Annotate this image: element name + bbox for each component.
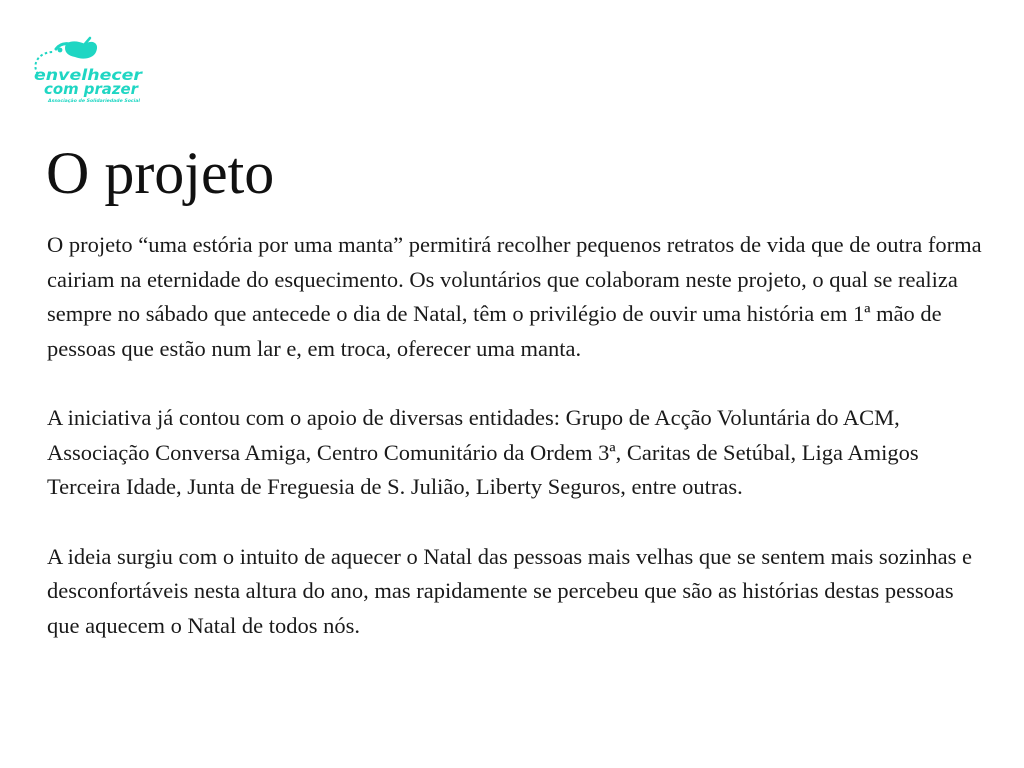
organization-logo bbox=[30, 36, 150, 108]
logo-line1: envelhecer bbox=[34, 66, 144, 84]
page-title: O projeto bbox=[46, 140, 275, 206]
logo-graphic bbox=[30, 36, 150, 108]
logo-line2: com prazer bbox=[44, 80, 140, 98]
paragraph-supporters: A iniciativa já contou com o apoio de diversas entidades: Grupo de Acção Voluntária do ACM, Associação Conversa Amiga, Centro Comunitário da Ordem 3ª, Caritas de Setúbal, Liga Amigos Terceira Idade, Junta de Freguesia de S. Julião, Liberty Seguros, entre outras. bbox=[47, 405, 919, 499]
paragraph-origin: A ideia surgiu com o intuito de aquecer o Natal das pessoas mais velhas que se sentem mais sozinhas e desconfortáveis nesta altura do ano, mas rapidamente se percebeu que são as histórias destas pessoas que aquecem o Natal de todos nós. bbox=[47, 543, 972, 638]
paragraph-project-description: O projeto “uma estória por uma manta” permitirá recolher pequenos retratos de vida que de outra forma cairiam na eternidade do esquecimento. Os voluntários que colaboram neste projeto, o qual se realiza sempre no sábado que antecede o dia de Natal, têm o privilégio de ouvir uma história em 1ª mão de pessoas que estão num lar e, em troca, oferecer uma manta. bbox=[47, 232, 982, 361]
logo-tagline: Associação de Solidariedade Social bbox=[48, 99, 138, 104]
body-text bbox=[47, 228, 982, 678]
